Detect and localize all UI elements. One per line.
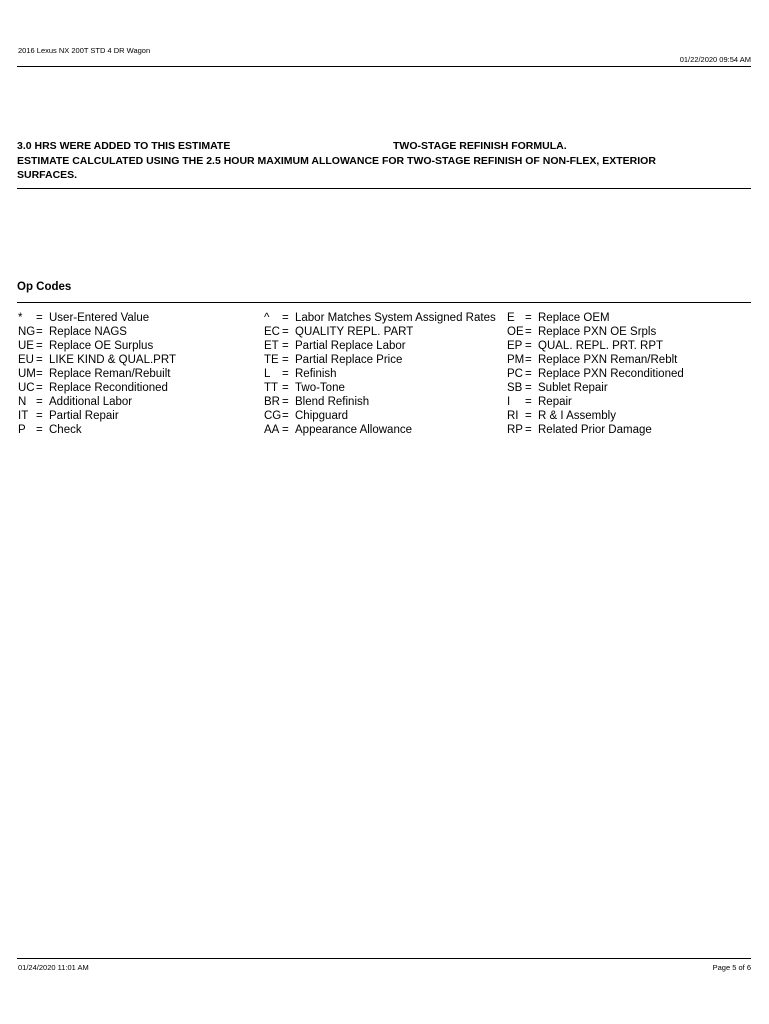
equals-sign: = (36, 382, 43, 394)
op-codes-column-2 (264, 311, 496, 437)
op-code-row (507, 311, 684, 325)
note-hours-added: 3.0 HRS WERE ADDED TO THIS ESTIMATE (17, 140, 231, 152)
op-code-row (18, 325, 176, 339)
op-code-row (18, 381, 176, 395)
op-code-description: Replace Reman/Rebuilt (49, 368, 171, 380)
equals-sign: = (282, 410, 289, 422)
op-code-row (507, 423, 684, 437)
op-code-description: Partial Replace Price (295, 354, 403, 366)
op-code-row (264, 423, 496, 437)
op-code: NG (18, 326, 36, 338)
equals-sign: = (36, 424, 43, 436)
equals-sign: = (282, 326, 289, 338)
op-code-row (507, 409, 684, 423)
op-code: P (18, 424, 26, 436)
op-code-description: Replace NAGS (49, 326, 127, 338)
op-code-row (18, 367, 176, 381)
footer-datetime: 01/24/2020 11:01 AM (18, 963, 89, 972)
op-code: AA (264, 424, 280, 436)
op-codes-column-1 (18, 311, 176, 437)
op-code: RP (507, 424, 523, 436)
equals-sign: = (525, 340, 532, 352)
op-code-row (507, 339, 684, 353)
notes-divider (17, 188, 751, 189)
footer-divider (17, 958, 751, 959)
op-code: UE (18, 340, 34, 352)
op-code-row (264, 325, 496, 339)
op-code-description: Blend Refinish (295, 396, 370, 408)
op-code-row (507, 367, 684, 381)
op-code-row (264, 409, 496, 423)
op-code-description: Refinish (295, 368, 337, 380)
op-code-description: Replace PXN Reman/Reblt (538, 354, 678, 366)
op-code-description: Check (49, 424, 82, 436)
equals-sign: = (525, 382, 532, 394)
op-code-description: Labor Matches System Assigned Rates (295, 312, 496, 324)
equals-sign: = (282, 396, 289, 408)
note-surfaces: SURFACES. (17, 169, 78, 181)
equals-sign: = (525, 410, 532, 422)
op-code: L (264, 368, 271, 380)
op-code-description: Related Prior Damage (538, 424, 652, 436)
op-code-row (18, 409, 176, 423)
header-divider (17, 66, 751, 67)
op-code: SB (507, 382, 523, 394)
op-code-description: Replace OEM (538, 312, 610, 324)
op-code-description: Sublet Repair (538, 382, 608, 394)
equals-sign: = (525, 326, 532, 338)
op-code-description: QUALITY REPL. PART (295, 326, 414, 338)
equals-sign: = (36, 340, 43, 352)
op-codes-column-3 (507, 311, 684, 437)
op-code-row (507, 381, 684, 395)
equals-sign: = (36, 312, 43, 324)
equals-sign: = (525, 354, 532, 366)
op-code-row (264, 395, 496, 409)
note-two-stage-formula: TWO-STAGE REFINISH FORMULA. (393, 140, 567, 152)
equals-sign: = (282, 382, 289, 394)
op-code: * (18, 312, 23, 324)
op-code: EU (18, 354, 34, 366)
op-code-description: Replace OE Surplus (49, 340, 154, 352)
equals-sign: = (525, 396, 532, 408)
equals-sign: = (282, 368, 289, 380)
op-code-description: Replace Reconditioned (49, 382, 168, 394)
op-code-row (264, 381, 496, 395)
op-code-row (264, 367, 496, 381)
equals-sign: = (525, 368, 532, 380)
op-code-row (264, 339, 496, 353)
op-code: TT (264, 382, 279, 394)
op-code: N (18, 396, 27, 408)
equals-sign: = (282, 312, 289, 324)
equals-sign: = (36, 326, 43, 338)
equals-sign: = (282, 340, 289, 352)
op-code-row (264, 353, 496, 367)
op-code: OE (507, 326, 524, 338)
op-code: PC (507, 368, 523, 380)
op-code-description: Partial Repair (49, 410, 119, 422)
op-code: UM (18, 368, 36, 380)
op-code: UC (18, 382, 35, 394)
op-code: RI (507, 410, 519, 422)
op-code: CG (264, 410, 282, 422)
equals-sign: = (36, 410, 43, 422)
op-code: E (507, 312, 515, 324)
op-code-row (18, 311, 176, 325)
op-code-row (18, 339, 176, 353)
op-code-row (18, 423, 176, 437)
op-code-description: QUAL. REPL. PRT. RPT (538, 340, 664, 352)
op-code: ET (264, 340, 279, 352)
op-code: EP (507, 340, 523, 352)
op-code: PM (507, 354, 525, 366)
equals-sign: = (36, 396, 43, 408)
equals-sign: = (36, 368, 43, 380)
op-code-description: Additional Labor (49, 396, 133, 408)
op-code: BR (264, 396, 280, 408)
op-code-row (18, 395, 176, 409)
op-code-row (507, 353, 684, 367)
equals-sign: = (525, 424, 532, 436)
op-code-description: Partial Replace Labor (295, 340, 406, 352)
op-code-description: Two-Tone (295, 382, 345, 394)
op-code: IT (18, 410, 29, 422)
equals-sign: = (525, 312, 532, 324)
equals-sign: = (282, 354, 289, 366)
op-code-description: User-Entered Value (49, 312, 150, 324)
op-code-description: Repair (538, 396, 572, 408)
op-code-description: Replace PXN Reconditioned (538, 368, 684, 380)
op-code-description: LIKE KIND & QUAL.PRT (49, 354, 176, 366)
op-codes-divider (17, 302, 751, 303)
op-code-description: Chipguard (295, 410, 349, 422)
op-code-row (507, 395, 684, 409)
op-code-row (507, 325, 684, 339)
equals-sign: = (36, 354, 43, 366)
note-calculation: ESTIMATE CALCULATED USING THE 2.5 HOUR MAXIMUM ALLOWANCE FOR TWO-STAGE REFINISH OF NON-FLEX, EXTERIOR (17, 155, 656, 167)
op-code-description: R & I Assembly (538, 410, 616, 422)
op-code-description: Replace PXN OE Srpls (538, 326, 657, 338)
vehicle-title: 2016 Lexus NX 200T STD 4 DR Wagon (18, 46, 151, 55)
op-code: TE (264, 354, 279, 366)
op-code: EC (264, 326, 280, 338)
op-code-row (18, 353, 176, 367)
op-code: ^ (264, 312, 270, 324)
equals-sign: = (282, 424, 289, 436)
header-datetime: 01/22/2020 09:54 AM (679, 55, 751, 64)
op-code: I (507, 396, 511, 408)
op-code-description: Appearance Allowance (295, 424, 412, 436)
op-code-row (264, 311, 496, 325)
op-codes-title: Op Codes (17, 281, 72, 293)
page-number: Page 5 of 6 (712, 963, 751, 972)
